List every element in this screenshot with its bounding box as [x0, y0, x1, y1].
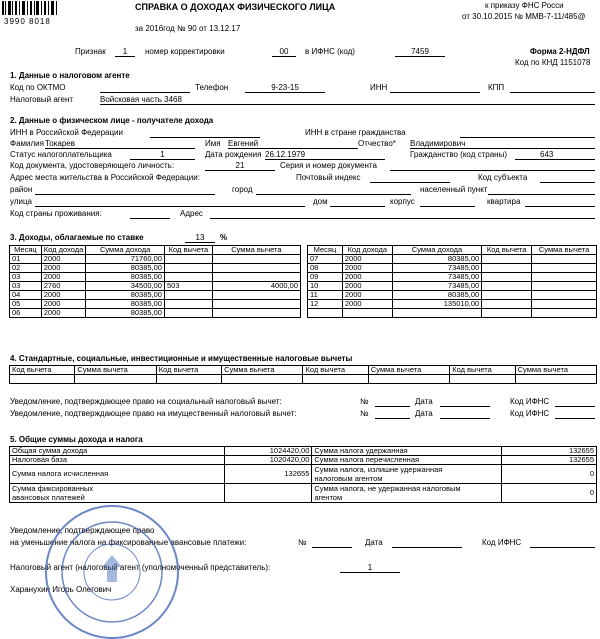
notice-social-no-label: №: [360, 397, 369, 406]
left-cell[interactable]: 01: [10, 255, 42, 264]
corr-label: номер корректировки: [145, 47, 225, 56]
left-cell[interactable]: 06: [10, 309, 42, 318]
fixed-notice-line-1: Уведомление, подтверждающее право: [10, 526, 155, 535]
right-cell[interactable]: 2000: [342, 273, 392, 282]
deduction-cell[interactable]: [10, 375, 75, 384]
excess-label-2: налоговым агентом: [314, 474, 383, 483]
official-seal: [45, 505, 179, 639]
deduction-header: Сумма вычета: [222, 366, 303, 375]
apartment-label: квартира: [487, 197, 521, 206]
right-cell[interactable]: [482, 255, 532, 264]
order-line-1: к приказу ФНС Росси: [485, 1, 564, 10]
deduction-header: Сумма вычета: [515, 366, 596, 375]
right-cell[interactable]: [482, 300, 532, 309]
left-cell[interactable]: 2000: [41, 264, 86, 273]
left-cell[interactable]: [164, 309, 212, 318]
not-withheld-label-1: Сумма налога, не удержанная налоговым: [314, 484, 461, 493]
right-cell[interactable]: 2000: [342, 300, 392, 309]
right-cell[interactable]: [392, 309, 481, 318]
kpp-label: КПП: [488, 83, 505, 92]
doc-code-label: Код документа, удостоверяющего личность:: [10, 161, 175, 170]
notice-property-date-label: Дата: [415, 409, 433, 418]
deduction-cell[interactable]: [368, 375, 449, 384]
agent-value[interactable]: Войсковая часть 3468: [100, 96, 595, 105]
right-cell[interactable]: [532, 309, 597, 318]
deduction-cell[interactable]: [450, 375, 515, 384]
citizenship-value[interactable]: 643: [515, 151, 595, 160]
fixed-ifns-label: Код ИФНС: [482, 538, 522, 547]
right-cell[interactable]: 09: [308, 273, 343, 282]
right-cell[interactable]: 135010,00: [392, 300, 481, 309]
section-5-title: 5. Общие суммы дохода и налога: [10, 435, 143, 444]
kpp-field[interactable]: [510, 84, 595, 93]
attr-value[interactable]: 1: [115, 48, 135, 57]
left-header-0: Месяц: [10, 246, 42, 255]
right-cell[interactable]: [532, 264, 597, 273]
income-table-left: [9, 245, 301, 318]
agent-rep-label: Налоговый агент (налоговый агент (уполномоченный представитель):: [10, 563, 271, 572]
right-cell[interactable]: 80385,00: [392, 255, 481, 264]
building-label: корпус: [390, 197, 415, 206]
dob-value[interactable]: 26.12.1979: [265, 151, 385, 160]
left-cell[interactable]: 80385,00: [86, 309, 165, 318]
excess-label-1: Сумма налога, излишне удержанная: [314, 465, 443, 474]
agent-label: Налоговый агент: [10, 95, 74, 104]
left-header-4: Сумма вычета: [212, 246, 300, 255]
table-row: [10, 309, 301, 318]
section-1-title: 1. Данные о налоговом агенте: [10, 71, 130, 80]
left-cell[interactable]: 03: [10, 282, 42, 291]
fixed-ifns-field[interactable]: [530, 539, 595, 548]
left-cell[interactable]: 2000: [41, 273, 86, 282]
tax-calc-label: Сумма налога исчисленная: [10, 465, 225, 484]
deduction-header: Код вычета: [303, 366, 368, 375]
tax-calc-value[interactable]: 132655: [224, 465, 312, 484]
left-cell[interactable]: [164, 291, 212, 300]
country-res-field[interactable]: [130, 210, 170, 219]
right-cell[interactable]: 08: [308, 264, 343, 273]
left-cell[interactable]: [212, 291, 300, 300]
left-cell[interactable]: [164, 300, 212, 309]
order-line-2: от 30.10.2015 № ММВ-7-11/485@: [462, 12, 586, 21]
left-cell[interactable]: [212, 309, 300, 318]
surname-value[interactable]: Токарев: [45, 140, 195, 149]
house-label: дом: [313, 197, 328, 206]
fixed-label-2: авансовых платежей: [12, 493, 85, 502]
city-label: город: [232, 185, 253, 194]
right-cell[interactable]: [532, 282, 597, 291]
notice-property-no-field[interactable]: [375, 410, 410, 419]
left-cell[interactable]: 04: [10, 291, 42, 300]
tax-rate-value[interactable]: 13: [185, 234, 215, 243]
inn-field[interactable]: [390, 84, 480, 93]
name-label: Имя: [205, 139, 221, 148]
right-cell[interactable]: 2000: [342, 264, 392, 273]
notice-social-ifns-field[interactable]: [555, 398, 595, 407]
right-header-4: Сумма вычета: [532, 246, 597, 255]
left-cell[interactable]: [212, 264, 300, 273]
deductions-table: [9, 365, 597, 384]
not-withheld-label-2: агентом: [314, 493, 343, 502]
street-field[interactable]: [35, 198, 305, 207]
section-2-title: 2. Данные о физическом лице - получателе дохода: [10, 116, 214, 125]
left-cell[interactable]: 4000,00: [212, 282, 300, 291]
notice-social-ifns-label: Код ИФНС: [510, 397, 550, 406]
right-cell[interactable]: [482, 273, 532, 282]
left-cell[interactable]: 34500,00: [86, 282, 165, 291]
left-cell[interactable]: [212, 255, 300, 264]
left-cell[interactable]: 2760: [41, 282, 86, 291]
left-cell[interactable]: 2000: [41, 255, 86, 264]
totals-table: [9, 446, 597, 503]
corr-value[interactable]: 00: [272, 48, 296, 57]
district-field[interactable]: [35, 186, 215, 195]
excess-value[interactable]: 0: [502, 465, 597, 484]
left-cell[interactable]: [212, 300, 300, 309]
deduction-header: Код вычета: [10, 366, 75, 375]
right-cell[interactable]: [342, 309, 392, 318]
postal-field[interactable]: [370, 174, 450, 183]
left-cell[interactable]: 2000: [41, 300, 86, 309]
right-cell[interactable]: 11: [308, 291, 343, 300]
left-cell[interactable]: 80385,00: [86, 291, 165, 300]
right-cell[interactable]: [532, 273, 597, 282]
left-header-1: Код дохода: [41, 246, 86, 255]
locality-label: населенный пункт: [420, 185, 488, 194]
year-line: за 2016год № 90 от 13.12.17: [135, 24, 241, 33]
notice-property-ifns-field[interactable]: [555, 410, 595, 419]
oktmo-field[interactable]: [100, 84, 190, 93]
left-header-2: Сумма дохода: [86, 246, 165, 255]
deduction-header: Код вычета: [450, 366, 515, 375]
doc-code-value[interactable]: 21: [205, 162, 275, 171]
income-table-right: [307, 245, 597, 318]
section-4-title: 4. Стандартные, социальные, инвестиционные и имущественные налоговые вычеты: [10, 354, 353, 363]
form-name: Форма 2-НДФЛ: [530, 47, 590, 56]
withheld-value[interactable]: 132655: [502, 447, 597, 456]
transferred-label: Сумма налога перечисленная: [312, 456, 502, 465]
address-label: Адрес места жительства в Российской Федерации:: [10, 173, 200, 182]
inn-label: ИНН: [370, 83, 388, 92]
notice-property-no-label: №: [360, 409, 369, 418]
fixed-date-field[interactable]: [392, 539, 462, 548]
fixed-notice-line-2: на уменьшение налога на фиксированные авансовые платежи:: [10, 538, 247, 547]
postal-label: Почтовый индекс: [296, 173, 361, 182]
left-cell[interactable]: 80385,00: [86, 273, 165, 282]
inn-rf-label: ИНН в Российской Федерации: [10, 128, 123, 137]
agent-rep-value[interactable]: 1: [340, 564, 400, 573]
phone-value[interactable]: 9-23-15: [245, 84, 325, 93]
right-header-1: Код дохода: [342, 246, 392, 255]
surname-label: Фамилия: [10, 139, 44, 148]
notice-property-label: Уведомление, подтверждающее право на имущественный налоговый вычет:: [10, 409, 297, 418]
street-label: улица: [10, 197, 32, 206]
fixed-date-label: Дата: [365, 538, 383, 547]
ifns-value[interactable]: 7459: [395, 48, 445, 57]
tax-base-value[interactable]: 1020420,00: [224, 456, 312, 465]
knd-code: Код по КНД 1151078: [515, 58, 591, 67]
deduction-cell[interactable]: [222, 375, 303, 384]
city-field[interactable]: [256, 186, 411, 195]
signer-name: Харанухин Игорь Олегович: [10, 585, 112, 594]
fixed-label-1: Сумма фиксированных: [12, 484, 94, 493]
fixed-no-label: №: [298, 538, 307, 547]
right-header-2: Сумма дохода: [392, 246, 481, 255]
ifns-label: в ИФНС (код): [305, 47, 355, 56]
notice-social-date-field[interactable]: [440, 398, 490, 407]
transferred-value[interactable]: 132655: [502, 456, 597, 465]
patronymic-label: Отчество*: [358, 139, 396, 148]
oktmo-label: Код по ОКТМО: [10, 83, 66, 92]
right-cell[interactable]: 2000: [342, 255, 392, 264]
deduction-cell[interactable]: [75, 375, 156, 384]
notice-property-ifns-label: Код ИФНС: [510, 409, 550, 418]
country-res-label: Код страны проживания:: [10, 209, 102, 218]
total-income-label: Общая сумма дохода: [10, 447, 225, 456]
left-header-3: Код вычета: [164, 246, 212, 255]
right-cell[interactable]: 10: [308, 282, 343, 291]
building-field[interactable]: [420, 198, 475, 207]
right-cell[interactable]: [482, 309, 532, 318]
form-title: СПРАВКА О ДОХОДАХ ФИЗИЧЕСКОГО ЛИЦА: [135, 2, 336, 12]
deduction-header: Код вычета: [156, 366, 221, 375]
fixed-value[interactable]: [224, 484, 312, 503]
right-cell[interactable]: 12: [308, 300, 343, 309]
right-cell[interactable]: [532, 291, 597, 300]
left-cell[interactable]: 2000: [41, 291, 86, 300]
left-cell[interactable]: 80385,00: [86, 264, 165, 273]
citizenship-label: Гражданство (код страны): [410, 150, 507, 159]
tax-base-label: Налоговая база: [10, 456, 225, 465]
status-value[interactable]: 1: [130, 151, 195, 160]
right-cell[interactable]: 73485,00: [392, 273, 481, 282]
section-3-title: 3. Доходы, облагаемые по ставке: [10, 233, 144, 242]
fixed-no-field[interactable]: [312, 539, 352, 548]
deduction-cell[interactable]: [515, 375, 596, 384]
right-cell[interactable]: [482, 282, 532, 291]
table-row: [308, 309, 597, 318]
tax-rate-pct: %: [220, 233, 228, 242]
right-header-3: Код вычета: [482, 246, 532, 255]
address2-field[interactable]: [210, 210, 595, 219]
inn-country-label: ИНН в стране гражданства: [305, 128, 406, 137]
right-cell[interactable]: 2000: [342, 291, 392, 300]
house-field[interactable]: [330, 198, 385, 207]
right-cell[interactable]: 73485,00: [392, 264, 481, 273]
withheld-label: Сумма налога удержанная: [312, 447, 502, 456]
dob-label: Дата рождения: [205, 150, 262, 159]
left-cell[interactable]: [164, 264, 212, 273]
left-cell[interactable]: 03: [10, 273, 42, 282]
phone-label: Телефон: [195, 83, 229, 92]
inn-rf-field[interactable]: [150, 129, 260, 138]
address2-label: Адрес: [180, 209, 203, 218]
left-cell[interactable]: 80385,00: [86, 300, 165, 309]
status-label: Статус налогоплательщика: [10, 150, 112, 159]
notice-social-label: Уведомление, подтверждающее право на социальный налоговый вычет:: [10, 397, 282, 406]
right-cell[interactable]: [308, 309, 343, 318]
left-cell[interactable]: 503: [164, 282, 212, 291]
deduction-header: Сумма вычета: [75, 366, 156, 375]
right-cell[interactable]: [532, 255, 597, 264]
right-cell[interactable]: [482, 264, 532, 273]
notice-property-date-field[interactable]: [440, 410, 490, 419]
left-cell[interactable]: 71760,00: [86, 255, 165, 264]
not-withheld-value[interactable]: 0: [502, 484, 597, 503]
attr-label: Признак: [75, 47, 106, 56]
region-field[interactable]: [540, 174, 595, 183]
doc-series-field[interactable]: [390, 162, 595, 171]
patronymic-value[interactable]: Владимирович: [410, 140, 595, 149]
deduction-cell[interactable]: [303, 375, 368, 384]
left-cell[interactable]: 05: [10, 300, 42, 309]
left-cell[interactable]: 2000: [41, 309, 86, 318]
total-income-value[interactable]: 1024420,00: [224, 447, 312, 456]
right-cell[interactable]: [532, 300, 597, 309]
right-cell[interactable]: 2000: [342, 282, 392, 291]
right-cell[interactable]: 73485,00: [392, 282, 481, 291]
table-row: [308, 300, 597, 309]
right-cell[interactable]: [482, 291, 532, 300]
deduction-header: Сумма вычета: [368, 366, 449, 375]
name-value[interactable]: Евгений: [228, 140, 358, 149]
right-cell[interactable]: 80385,00: [392, 291, 481, 300]
locality-field[interactable]: [488, 186, 595, 195]
notice-social-no-field[interactable]: [375, 398, 410, 407]
notice-social-date-label: Дата: [415, 397, 433, 406]
right-cell[interactable]: 07: [308, 255, 343, 264]
deduction-cell[interactable]: [156, 375, 221, 384]
region-label: Код субъекта: [478, 173, 528, 182]
doc-series-label: Серия и номер документа: [280, 161, 377, 170]
apartment-field[interactable]: [525, 198, 595, 207]
inn-country-field[interactable]: [460, 129, 595, 138]
right-header-0: Месяц: [308, 246, 343, 255]
barcode-number: 3990 8018: [4, 17, 51, 26]
district-label: район: [10, 185, 33, 194]
left-cell[interactable]: [164, 255, 212, 264]
left-cell[interactable]: 02: [10, 264, 42, 273]
